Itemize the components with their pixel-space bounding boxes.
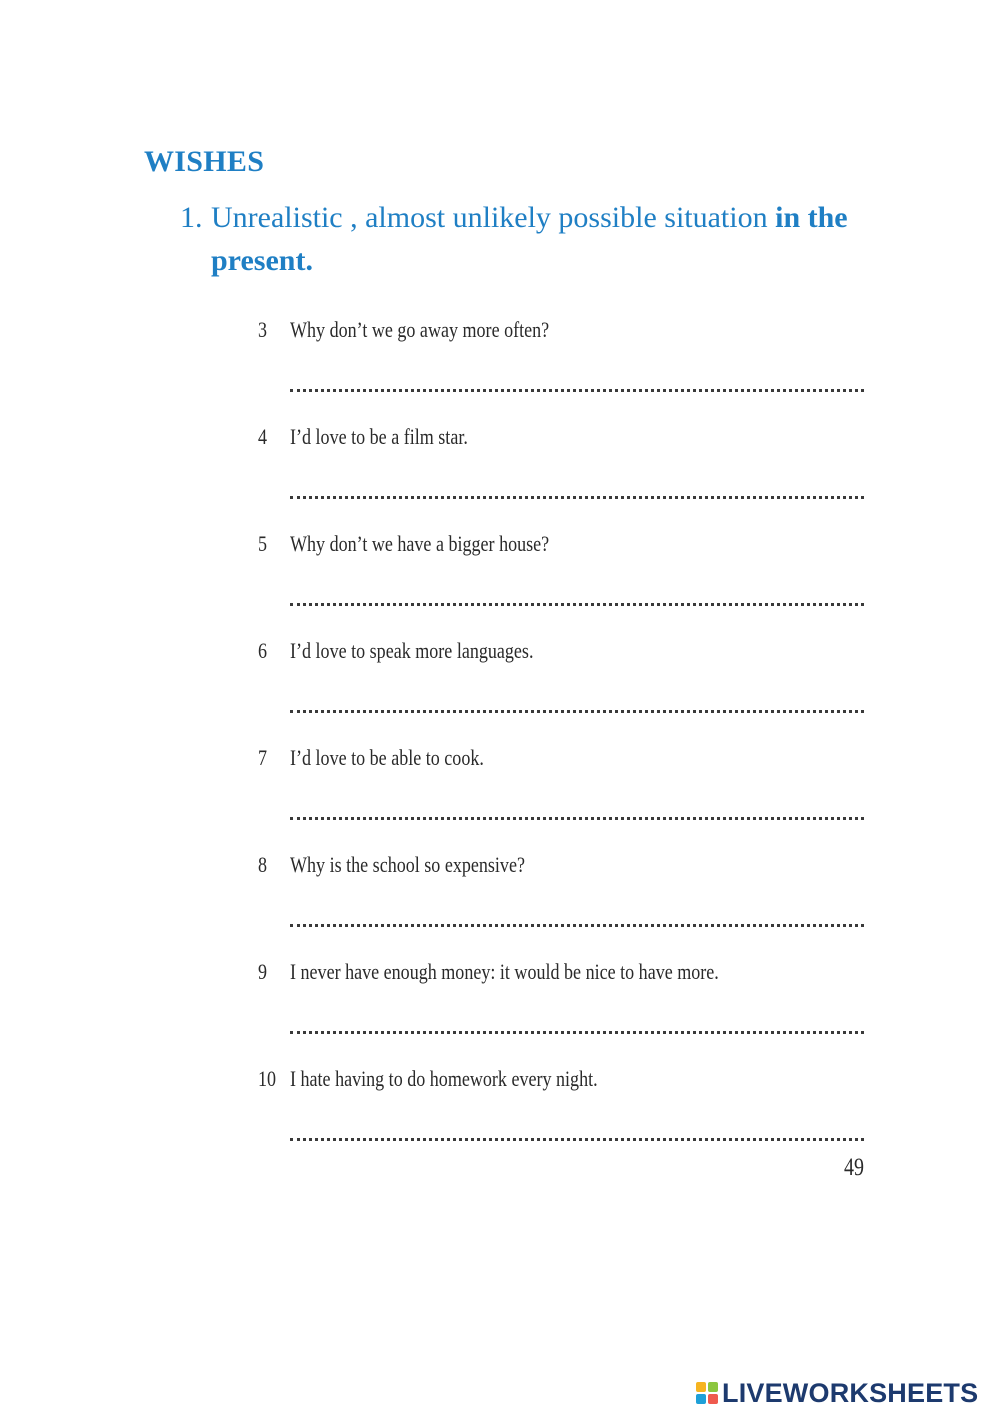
liveworksheets-logo-icon	[696, 1382, 718, 1404]
item-number: 7	[258, 745, 268, 770]
item-prompt: I hate having to do homework every night.	[290, 1066, 598, 1091]
item-number: 4	[258, 424, 268, 449]
page-number: 49	[844, 1154, 864, 1181]
answer-line[interactable]	[290, 385, 864, 392]
item-prompt: I’d love to be a film star.	[290, 424, 468, 449]
item-number: 9	[258, 959, 268, 984]
exercise-list	[258, 300, 868, 1156]
answer-line[interactable]	[290, 1134, 864, 1141]
answer-line[interactable]	[290, 1027, 864, 1034]
exercise-item	[258, 835, 868, 942]
item-prompt: I’d love to speak more languages.	[290, 638, 534, 663]
section-text-plain: Unrealistic , almost unlikely possible situation	[211, 201, 776, 234]
exercise-item	[258, 942, 868, 1049]
item-prompt: Why don’t we have a bigger house?	[290, 531, 550, 556]
exercise-item	[258, 407, 868, 514]
brand-name: LIVEWORKSHEETS	[722, 1378, 979, 1408]
liveworksheets-brand[interactable]	[696, 1376, 978, 1410]
answer-line[interactable]	[290, 706, 864, 713]
logo-square-icon	[696, 1394, 706, 1404]
section-description	[211, 196, 940, 282]
answer-line[interactable]	[290, 920, 864, 927]
exercise-item	[258, 300, 868, 407]
logo-square-icon	[708, 1394, 718, 1404]
answer-line[interactable]	[290, 492, 864, 499]
logo-square-icon	[708, 1382, 718, 1392]
item-number: 5	[258, 531, 268, 556]
item-prompt: Why don’t we go away more often?	[290, 317, 550, 342]
exercise-item	[258, 1049, 868, 1156]
worksheet-title: WISHES	[144, 145, 265, 178]
exercise-item	[258, 728, 868, 835]
exercise-item	[258, 514, 868, 621]
item-number: 6	[258, 638, 268, 663]
item-prompt: I’d love to be able to cook.	[290, 745, 484, 770]
section-number: 1.	[180, 201, 203, 234]
section-text-bold: in the present.	[211, 201, 848, 277]
logo-square-icon	[696, 1382, 706, 1392]
item-number: 3	[258, 317, 268, 342]
item-number: 10	[258, 1066, 277, 1091]
section-heading	[180, 196, 940, 282]
item-prompt: Why is the school so expensive?	[290, 852, 525, 877]
item-number: 8	[258, 852, 268, 877]
answer-line[interactable]	[290, 813, 864, 820]
item-prompt: I never have enough money: it would be nice to have more.	[290, 959, 719, 984]
exercise-item	[258, 621, 868, 728]
answer-line[interactable]	[290, 599, 864, 606]
